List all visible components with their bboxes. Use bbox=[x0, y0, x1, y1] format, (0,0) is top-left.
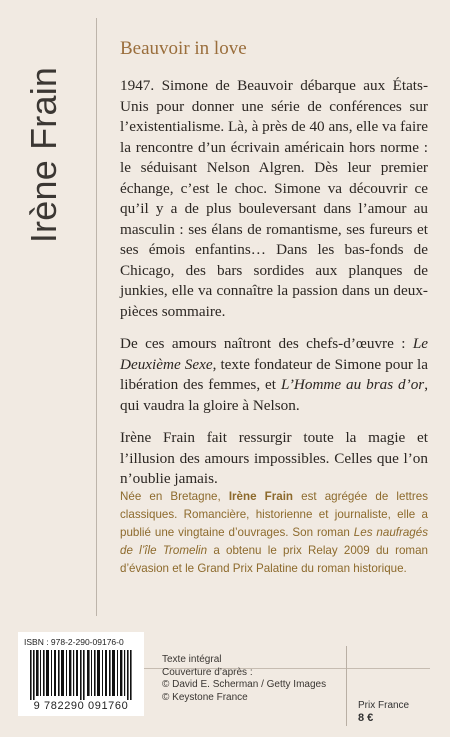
price-block bbox=[358, 700, 409, 724]
price-divider bbox=[346, 646, 347, 726]
bio-part-1: Née en Bretagne, bbox=[120, 490, 229, 503]
work-title-1: Le Deuxième Sexe bbox=[120, 335, 428, 373]
credit-line: © Keystone France bbox=[162, 691, 248, 703]
credit-line: Couverture d’après : bbox=[162, 666, 253, 678]
works-end: , qui vaudra la gloire à Nelson. bbox=[120, 376, 429, 414]
book-title: Beauvoir in love bbox=[120, 38, 247, 59]
spine-author bbox=[0, 55, 94, 255]
works-mid: , texte fondateur de Simone pour la libération des femmes, et bbox=[120, 355, 429, 393]
author-bio bbox=[120, 488, 428, 578]
barcode-digits: 9 782290 091760 bbox=[33, 700, 129, 712]
bio-novel-title: Les naufragés de l’île Tromelin bbox=[120, 526, 429, 557]
barcode-box bbox=[18, 632, 144, 716]
author-name: Irène Frain bbox=[23, 66, 64, 244]
price-amount: 8 € bbox=[358, 712, 374, 724]
bio-part-2: est agrégée de lettres classiques. Romancière, historienne et journaliste, elle a publié une vingtaine d’ouvrages. Son roman bbox=[120, 490, 428, 539]
works-intro: De ces amours naîtront des chefs-d’œuvre : bbox=[120, 335, 406, 352]
summary-paragraph-1: 1947. Simone de Beauvoir débarque aux États-Unis pour donner une série de conférences sur l’existentialisme. Là, à près de 40 ans, elle va faire la rencontre d’un écrivain américain hors norme : le séduisant Nelson Algren. Dès leur premier échange, c’est le choc. Simone va découvrir ce qu’il y a de plus bouleversant dans l’amour au masculin : ses élans de romantisme, ses fureurs et ses émois enfantins… Dans les bas-fonds de Chicago, des bars sordides aux planques de junkies, elle va connaître la passion dans un deux-pièces sommaire. bbox=[120, 77, 428, 320]
work-title-2: L’Homme au bras d’or bbox=[280, 376, 425, 393]
bio-author-name: Irène Frain bbox=[228, 490, 294, 503]
summary-paragraph-2 bbox=[120, 334, 428, 416]
price-label: Prix France bbox=[358, 700, 410, 711]
credit-line: © David E. Scherman / Getty Images bbox=[162, 679, 327, 690]
credits bbox=[162, 654, 326, 704]
credit-line: Texte intégral bbox=[162, 654, 222, 665]
vertical-divider bbox=[96, 18, 97, 616]
barcode-icon bbox=[30, 650, 134, 700]
isbn-label: ISBN : 978-2-290-09176-0 bbox=[24, 637, 124, 647]
summary-paragraph-3: Irène Frain fait ressurgir toute la magie et l’illusion des amours impossibles. Celles que l’on n’oublie jamais. bbox=[120, 429, 428, 487]
bio-part-3: a obtenu le prix Relay 2009 du roman d’évasion et le Grand Prix Palatine du roman historique. bbox=[120, 544, 428, 575]
summary-text bbox=[120, 76, 428, 502]
